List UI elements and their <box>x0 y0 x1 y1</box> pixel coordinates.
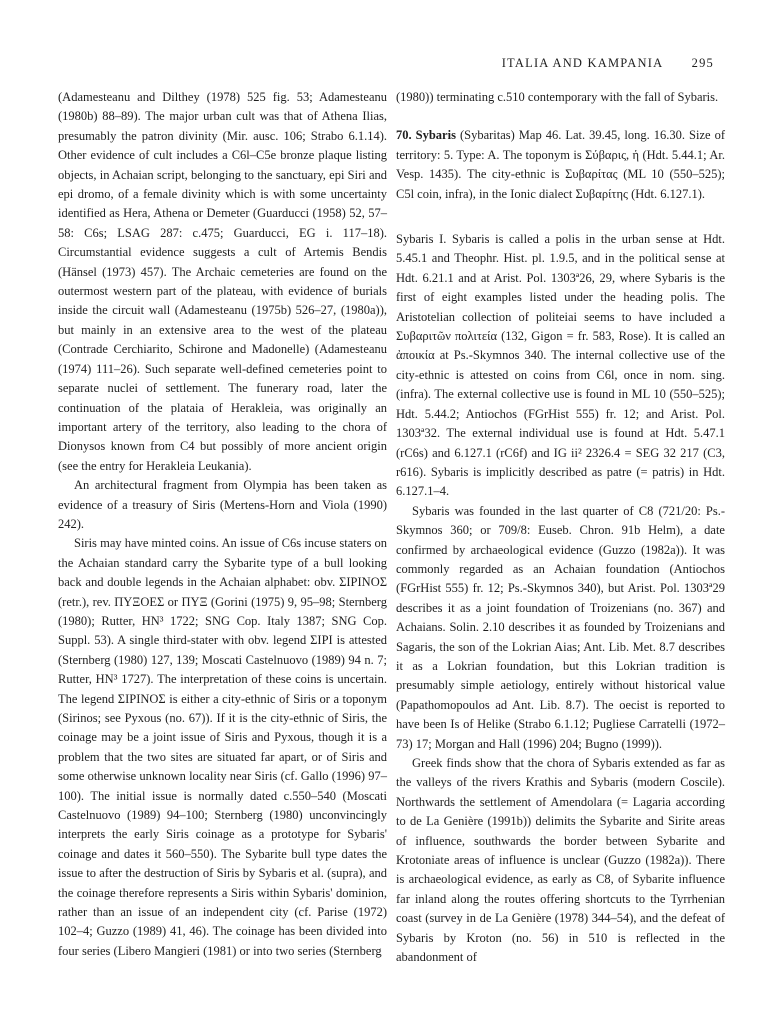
paragraph: (1980)) terminating c.510 contemporary with the fall of Sybaris. <box>396 90 719 104</box>
paragraph: An architectural fragment from Olympia has been taken as evidence of a treasury of Siris (Mertens-Horn and Viola (1990) 242). <box>58 478 387 531</box>
left-column <box>58 88 387 961</box>
paragraph: Siris may have minted coins. An issue of C6s incuse staters on the Achaian standard carry the Sybarite type of a bull looking back and double legends in the Achaian alphabet: obv. ΣΙΡΙΝΟΣ (retr.), rev. ΠΥΞΟΕΣ or ΠΥΞ (Gorini (1975) 9, 95–98; Sternberg (1980); Rutter, HN³ 1722; SNG Cop. Italy 1387; SNG Cop. Suppl. 53). A single third-stater with obv. legend ΣΙΡΙ is attested (Sternberg (1980) 127, 139; Moscati Castelnuovo (1989) 94 n. 7; Rutter, HN³ 1727). The interpretation of these coins is uncertain. The legend ΣΙΡΙΝΟΣ is either a city-ethnic of Siris or a toponym (Sirinos; see Pyxous (no. 67)). If it is the city-ethnic of Siris, the coinage may be a joint issue of Siris and Pyxous, though it is a problem that the two sites are situated far apart, or of Siris and some otherwise unknown locality near Siris (cf. Gallo (1996) 97–100). The initial issue is normally dated c.550–540 (Moscati Castelnuovo (1989) 94–100; Sternberg (1980) unconvincingly interprets the early Siris coinage as a prototype for Sybaris' coinage and dates it 560–550). The Sybarite bull type dates the issue to after the destruction of Siris by Sybaris et al. (supra), and the coinage therefore represents a Siris within Sybaris' dominion, rather than an issue of an independent city (cf. Parise (1972) 102–4; Guzzo (1989) 41, 46). The coinage has been divided into four series (Libero Mangieri (1981) or into two series (Sternberg <box>58 536 387 958</box>
paragraph: (Adamesteanu and Dilthey (1978) 525 fig. 53; Adamesteanu (1980b) 88–89). The major urban cult was that of Athena Ilias, presumably the patron divinity (Mir. ausc. 106; Strabo 6.1.14). Other evidence of cult includes a C6l–C5e bronze plaque listing objects, in Achaian script, belonging to the sanctuary, epi Siri and epi dromo, of a female divinity which is with some uncertainty identified as Hera, Athena or Demeter (Guarducci (1958) 52, 57–58: C6s; LSAG 287: c.475; Guarducci, EG i. 117–18). Circumstantial evidence suggests a cult of Artemis Bendis (Hänsel (1973) 457). The Archaic cemeteries are found on the outermost western part of the plateau, with evidence of burials inside the circuit wall (Adamesteanu (1975b) 526–27, (1980a)), but mainly in an extensive area to the west of the plateau (Contrade Cerchiarito, Schirone and Madonelle) (Adamesteanu (1974) 111–26). Such separate well-defined cemeteries point to separate nuclei of settlement. The funerary road, later the continuation of the plataia of Herakleia, was originally an important artery of the territory, also leading to the chora of Dionysos known from C4 but possibly of more ancient origin (see the entry for Herakleia Leukania). <box>58 90 387 473</box>
running-title: ITALIA AND KAMPANIA <box>501 56 664 70</box>
entry-number: 70. <box>396 128 412 143</box>
entry-heading-paragraph <box>396 126 725 204</box>
right-column <box>396 88 725 967</box>
running-header <box>502 56 714 71</box>
paragraph: Sybaris was founded in the last quarter of C8 (721/20: Ps.-Skymnos 360; or 709/8: Euseb. Chron. 91b Helm), a date confirmed by archaeological evidence (Guzzo (1982a)). It was commonly regarded as an Achaian foundation (Antiochos (FGrHist 555) fr. 12; Ps.-Skymnos 340), but Arist. Pol. 1303ª29 describes it as a joint foundation of Troizenians (no. 367) and Achaians. Solin. 2.10 describes it as founded by Troizenians and Sagaris, the son of the Lokrian Aias; Ant. Lib. Met. 8.7 describes it as a Lokrian foundation, but this Lokrian tradition is presumably simple aetiology, entirely without historical value (Papathomopoulos ad Ant. Lib. 8.7). The oecist is reported to have been Is of Helike (Strabo 6.1.12; Pugliese Carratelli (1972–73) 17; Morgan and Hall (1996) 204; Bugno (1999)). <box>396 503 725 751</box>
entry-name: Sybaris <box>415 128 456 143</box>
paragraph: Sybaris I. Sybaris is called a polis in the urban sense at Hdt. 5.45.1 and Theophr. Hist. pl. 1.9.5, and in the political sense at Hdt. 6.21.1 and at Arist. Pol. 1303ª26, 29, where Sybaris is the first of eight examples listed under the heading polis. The Aristotelian collection of politeiai seems to have included a Συβαριτῶν πολιτεία (132, Gigon = fr. 583, Rose). It is called an ἀποικία at Ps.-Skymnos 340. The internal collective use of the city-ethnic is attested on coins from C6l, once in nom. sing. (infra). The external collective use is found in ML 10 (550–525); Hdt. 5.44.2; Antiochos (FGrHist 555) fr. 12; and Arist. Pol. 1303ª32. The external individual use is found at Hdt. 5.47.1 (rC6s) and 6.127.1 (rC6f) and IG ii² 2326.4 = SEG 32 217 (C3, r616). Sybaris is implicitly described as patre (= patris) in Hdt. 6.127.1–4. <box>396 232 725 499</box>
page-number: 295 <box>691 56 714 70</box>
entry-description: (Sybaritas) Map 46. Lat. 39.45, long. 16.30. Size of territory: 5. Type: A. The toponym is Σύβαρις, ἡ (Hdt. 5.44.1; Ar. Vesp. 1435). The city-ethnic is Συβαρίτας (ML 10 (550–525); C5l coin, infra), in the Ionic dialect Συβαρίτης (Hdt. 6.127.1). <box>396 128 725 201</box>
paragraph: Greek finds show that the chora of Sybaris extended as far as the valleys of the rivers Krathis and Sybaris (modern Coscile). Northwards the settlement of Amendolara (= Lagaria according to de La Genière (1991b)) delimits the Sybarite and Sirite areas of influence, southwards the border between Sybarite and Krotoniate areas of influence is unclear (Guzzo (1982a)). There is archaeological evidence, as early as C8, of Sybarite influence far inland along the routes offering shortcuts to the Tyrrhenian coast (survey in de La Genière (1978) 344–54), and the defeat of Sybaris by Kroton (no. 56) in 510 is reflected in the abandonment of <box>396 756 725 965</box>
